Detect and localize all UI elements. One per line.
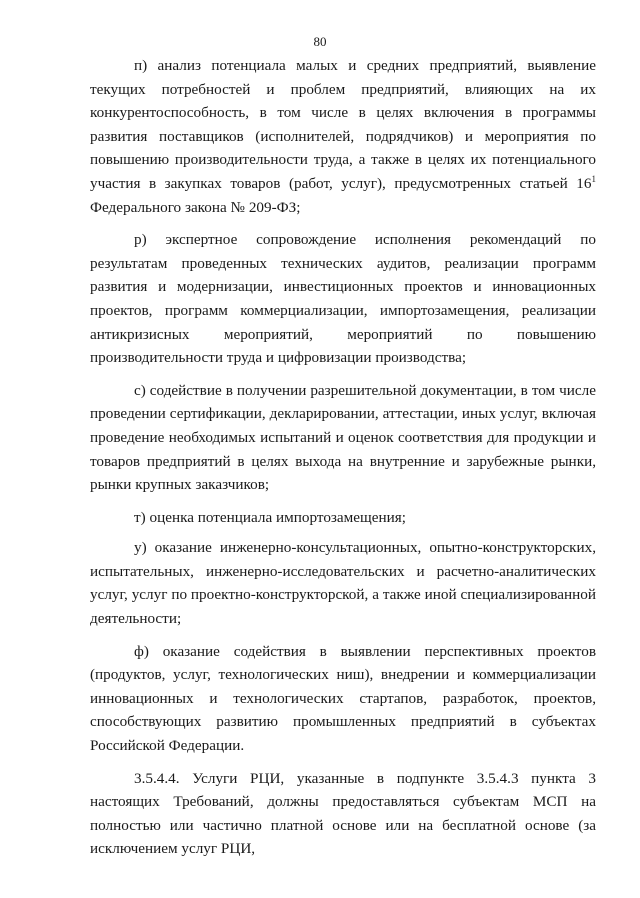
paragraph-p-tail: Федерального закона № 209-ФЗ; [90, 198, 301, 216]
page-number: 80 [313, 34, 327, 49]
paragraph-p-text: п) анализ потенциала малых и средних предприятий, выявление текущих потребностей и проблем предприятий, влияющих на их конкурентоспособность, в том числе в целях включения в программы развития поставщиков (исполнителей, подрядчиков) и мероприятия по повышению производительности труда, а также в целях их потенциального участия в закупках товаров (работ, услуг), предусмотренных статьей 16 [90, 57, 596, 192]
paragraph-t: т) оценка потенциала импортозамещения; [134, 508, 406, 526]
paragraph-3-5-4-4: 3.5.4.4. Услуги РЦИ, указанные в подпункте 3.5.4.3 пункта 3 настоящих Требований, должны предоставляться субъектам МСП на полностью или частично платной основе или на бесплатной основе (за исключением услуг РЦИ, [90, 769, 596, 858]
paragraph-u: у) оказание инженерно-консультационных, опытно-конструкторских, испытательных, инженерно-исследовательских и расчетно-аналитических услуг, услуг по проектно-конструкторской, а также иной специализированной деятельности; [90, 539, 596, 628]
paragraph-r: р) экспертное сопровождение исполнения рекомендаций по результатам проведенных технических аудитов, реализации программ развития и модернизации, инвестиционных проектов и инновационных проектов, программ коммерциализации, импортозамещения, реализации антикризисных мероприятий, мероприятий по повышению производительности труда и цифровизации производства; [90, 231, 596, 367]
document-body [90, 54, 596, 870]
superscript: 1 [591, 173, 596, 184]
paragraph-s: с) содействие в получении разрешительной документации, в том числе проведении сертификации, декларировании, аттестации, иных услуг, включая проведение необходимых испытаний и оценок соответствия для продукции и товаров предприятий в целях выхода на внутренние и зарубежные рынки, рынки крупных заказчиков; [90, 381, 596, 494]
paragraph-f: ф) оказание содействия в выявлении перспективных проектов (продуктов, услуг, технологических ниш), внедрении и коммерциализации инновационных и технологических стартапов, разработок, проектов, способствующих развитию промышленных предприятий в субъектах Российской Федерации. [90, 642, 596, 755]
paragraph-p [90, 54, 596, 219]
